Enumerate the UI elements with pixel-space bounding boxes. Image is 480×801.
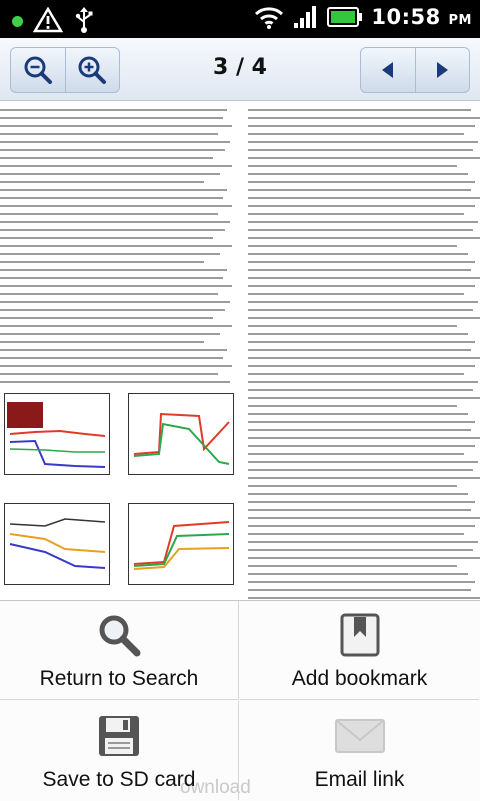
document-text-line [0,293,218,295]
document-text-line [248,341,475,343]
document-text-line [0,277,223,279]
document-text-line [0,341,204,343]
document-text-line [248,125,475,127]
document-text-line [248,149,473,151]
search-icon [95,611,143,659]
document-text-line [248,285,475,287]
document-column-left [0,109,232,389]
document-text-line [0,165,232,167]
document-text-line [0,373,218,375]
envelope-icon [334,716,386,756]
signal-icon [293,5,319,29]
document-text-line [248,533,464,535]
document-text-line [248,541,478,543]
document-text-line [0,253,220,255]
document-text-line [248,157,480,159]
document-text-line [248,301,478,303]
document-text-line [0,237,213,239]
document-text-line [248,365,475,367]
document-text-line [248,517,480,519]
document-text-line [0,125,232,127]
document-text-line [248,261,475,263]
document-text-line [248,381,478,383]
document-text-line [248,501,475,503]
document-text-line [248,437,480,439]
document-text-line [0,245,232,247]
clock [371,5,472,29]
document-text-line [248,421,475,423]
status-left-icons [12,6,95,34]
bookmark-icon [340,613,380,657]
document-text-line [248,397,480,399]
document-text-line [0,357,223,359]
document-text-line [248,317,480,319]
document-text-line [0,133,218,135]
document-text-line [248,229,473,231]
return-to-search-label: Return to Search [39,667,199,690]
document-text-line [0,213,218,215]
zoom-out-icon [23,55,53,85]
document-text-line [248,197,480,199]
document-text-line [248,309,473,311]
document-text-line [0,117,223,119]
figure-panel-a [4,393,110,475]
document-text-line [248,165,457,167]
document-text-line [248,581,475,583]
document-text-line [248,277,480,279]
document-text-line [248,269,471,271]
figure-panel-c [4,503,110,585]
document-text-line [0,189,227,191]
document-text-line [248,445,475,447]
document-text-line [248,117,480,119]
document-text-line [248,349,471,351]
document-text-line [0,365,232,367]
document-text-line [0,349,227,351]
document-text-line [0,317,213,319]
document-text-line [248,589,471,591]
document-text-line [0,197,223,199]
status-bar [0,0,480,38]
options-menu [0,600,480,801]
zoom-in-icon [77,55,107,85]
document-text-line [0,301,230,303]
document-text-line [0,149,225,151]
zoom-out-button[interactable] [11,48,65,92]
email-link-label: Email link [314,768,405,791]
document-text-line [248,485,457,487]
document-text-line [0,285,232,287]
document-text-line [248,253,468,255]
document-text-line [248,549,473,551]
document-text-line [248,405,457,407]
zoom-in-button[interactable] [65,48,120,92]
document-text-line [248,453,464,455]
document-figure [0,393,240,600]
pdf-toolbar [0,38,480,101]
document-column-right [248,109,480,600]
document-text-line [0,181,204,183]
add-bookmark-menu-item[interactable] [240,601,479,700]
document-text-line [248,373,464,375]
document-text-line [0,173,220,175]
document-text-line [248,413,468,415]
document-text-line [248,461,478,463]
figure-panel-b [128,393,234,475]
battery-icon [327,6,363,28]
page-indicator: 3 / 4 [213,55,267,80]
document-text-line [248,357,480,359]
document-text-line [248,109,471,111]
floppy-disk-icon [97,714,141,758]
document-text-line [0,109,227,111]
page-navigation [360,47,470,93]
document-text-line [248,325,457,327]
document-text-line [248,293,464,295]
document-text-line [0,325,232,327]
document-text-line [248,173,468,175]
save-to-sd-card-menu-item[interactable] [0,701,239,800]
document-text-line [248,493,468,495]
wifi-icon [253,4,285,30]
document-text-line [248,597,480,599]
usb-icon [73,6,95,34]
status-right-icons [253,4,472,30]
clock-ampm: PM [448,13,472,28]
next-page-button[interactable] [415,48,470,92]
document-text-line [0,381,230,383]
zoom-controls [10,47,120,93]
document-text-line [248,573,468,575]
document-text-line [248,469,473,471]
background-download-text: ownload [180,777,251,798]
document-text-line [0,261,204,263]
document-text-line [248,525,475,527]
previous-page-button[interactable] [361,48,415,92]
document-text-line [0,221,230,223]
document-text-line [248,509,471,511]
document-text-line [0,333,220,335]
arrow-left-icon [378,60,398,80]
document-text-line [248,557,480,559]
return-to-search-menu-item[interactable] [0,601,239,700]
document-text-line [0,205,232,207]
document-text-line [248,213,464,215]
document-text-line [248,477,480,479]
arrow-right-icon [432,60,452,80]
document-text-line [248,389,473,391]
email-link-menu-item[interactable] [240,701,479,800]
save-to-sd-card-label: Save to SD card [42,768,196,791]
document-text-line [248,429,471,431]
notification-dot-icon [12,16,23,27]
document-text-line [248,189,471,191]
document-text-line [0,229,225,231]
document-text-line [248,205,475,207]
figure-panel-d [128,503,234,585]
document-text-line [0,157,213,159]
document-text-line [0,309,225,311]
document-text-line [248,181,475,183]
document-text-line [248,245,457,247]
document-text-line [248,565,457,567]
document-text-line [248,133,464,135]
clock-time: 10:58 [371,5,441,29]
document-text-line [248,237,480,239]
document-text-line [248,333,468,335]
document-text-line [0,141,230,143]
document-text-line [248,141,478,143]
document-text-line [0,269,227,271]
warning-icon [33,7,63,33]
pdf-page-view[interactable] [0,101,480,600]
document-text-line [248,221,478,223]
add-bookmark-label: Add bookmark [291,667,428,690]
